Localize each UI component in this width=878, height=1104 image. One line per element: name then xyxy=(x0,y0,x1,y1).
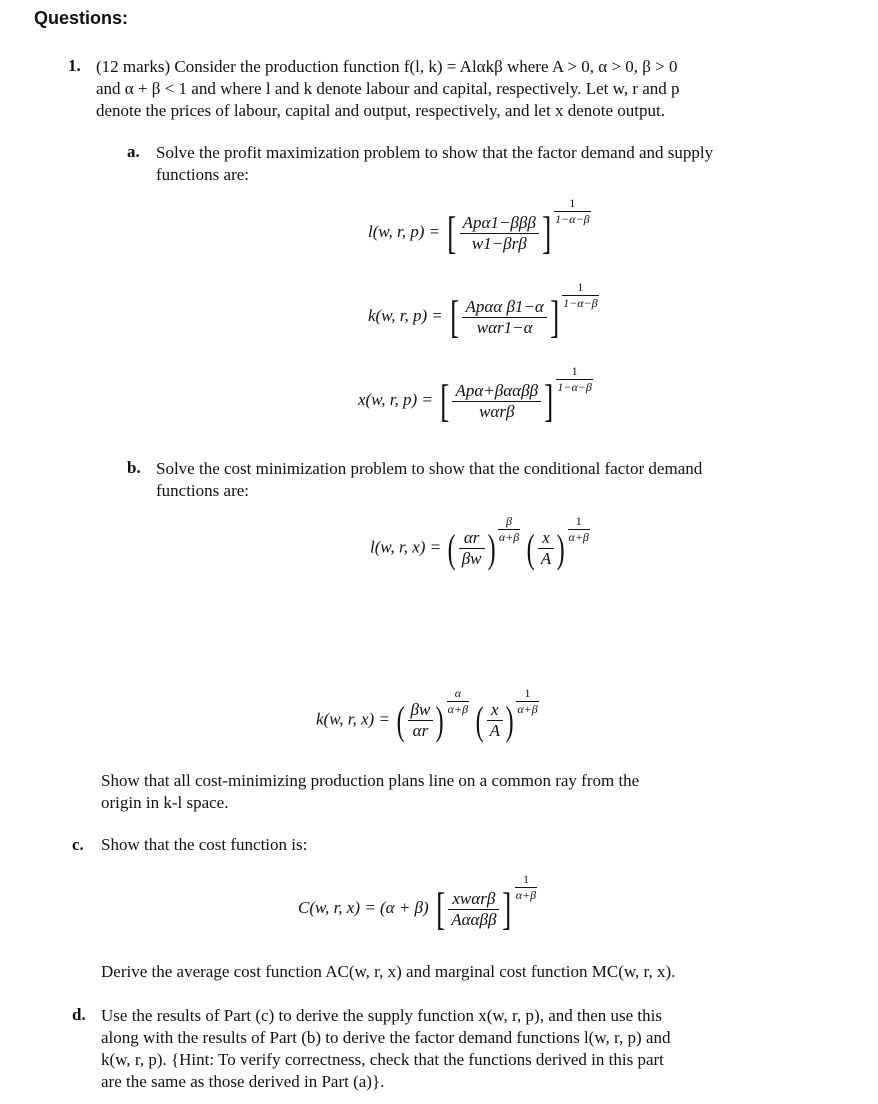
equation-fraction xyxy=(448,889,499,930)
equation-fraction xyxy=(460,213,539,254)
left-paren: ( xyxy=(448,525,457,571)
part-c-label: c. xyxy=(72,835,84,854)
numerator: Apαα β1−α xyxy=(465,296,544,316)
output-fraction xyxy=(487,700,503,741)
denominator: wαr1−α xyxy=(462,317,546,338)
ratio-fraction xyxy=(408,700,434,741)
denominator: A xyxy=(487,720,503,741)
exponent-numerator: 1 xyxy=(556,364,592,380)
equation-lhs: k(w, r, p) = xyxy=(368,305,443,325)
left-bracket: [ xyxy=(447,207,457,258)
exponent-numerator: 1 xyxy=(515,872,537,888)
part-b-line-1: Solve the cost minimization problem to show that the conditional factor demand xyxy=(156,459,703,478)
numerator: x xyxy=(491,700,499,719)
denominator: βw xyxy=(459,548,485,569)
right-paren: ) xyxy=(436,697,445,743)
part-d-line-1: Use the results of Part (c) to derive the supply function x(w, r, p), and then use this xyxy=(101,1006,662,1025)
intro-line-3: denote the prices of labour, capital and output, respectively, and let x denote output. xyxy=(96,101,665,120)
equation-lhs: C(w, r, x) = (α + β) xyxy=(298,897,429,917)
question-number: 1. xyxy=(68,56,81,75)
part-a-line-1: Solve the profit maximization problem to show that the factor demand and supply xyxy=(156,143,714,162)
left-paren: ( xyxy=(527,525,536,571)
denominator: A xyxy=(538,548,554,569)
right-bracket: ] xyxy=(502,883,512,934)
equation-fraction xyxy=(452,381,541,422)
left-bracket: [ xyxy=(450,291,460,342)
numerator: xwαrβ xyxy=(452,888,496,908)
exponent xyxy=(568,514,590,545)
equation-l-wrx xyxy=(370,514,590,571)
exponent-denominator: α+β xyxy=(515,888,537,902)
equation-fraction xyxy=(462,297,546,338)
exponent xyxy=(554,196,590,227)
right-bracket: ] xyxy=(541,207,552,258)
equation-lhs: l(w, r, p) = xyxy=(368,221,441,241)
part-d-label: d. xyxy=(72,1005,86,1024)
equation-lhs: x(w, r, p) = xyxy=(358,389,433,409)
numerator: x xyxy=(542,528,550,547)
equation-k-wrx xyxy=(316,686,539,743)
output-fraction xyxy=(538,528,554,569)
part-b-text xyxy=(156,458,702,502)
equation-x-wrp xyxy=(358,364,593,426)
right-paren: ) xyxy=(556,525,565,571)
left-bracket: [ xyxy=(440,375,450,426)
exponent-numerator: α xyxy=(447,686,469,702)
exponent-numerator: 1 xyxy=(516,686,538,702)
part-d-line-4: are the same as those derived in Part (a)}. xyxy=(101,1072,385,1091)
exponent-denominator: 1−α−β xyxy=(563,296,598,310)
exponent-numerator: 1 xyxy=(554,196,590,212)
part-d-line-3: k(w, r, p). {Hint: To verify correctness, check that the functions derived in this part xyxy=(101,1050,664,1069)
exponent xyxy=(447,686,469,717)
page-heading: Questions: xyxy=(34,8,129,28)
right-paren: ) xyxy=(505,697,514,743)
part-c-derive: Derive the average cost function AC(w, r, x) and marginal cost function MC(w, r, x). xyxy=(101,962,676,981)
intro-line-1: (12 marks) Consider the production function f(l, k) = Alαkβ where A > 0, α > 0, β > 0 xyxy=(96,57,678,76)
part-d-line-2: along with the results of Part (b) to derive the factor demand functions l(w, r, p) and xyxy=(101,1028,671,1047)
equation-k-wrp xyxy=(368,280,599,342)
left-paren: ( xyxy=(475,697,484,743)
exponent-numerator: β xyxy=(498,514,520,530)
left-paren: ( xyxy=(396,697,405,743)
exponent xyxy=(515,872,537,903)
part-b-line-2: functions are: xyxy=(156,481,249,500)
denominator: wαrβ xyxy=(452,401,541,422)
ray-statement xyxy=(101,770,639,814)
equation-l-wrp xyxy=(368,196,591,258)
numerator: αr xyxy=(463,528,480,547)
exponent-denominator: 1−α−β xyxy=(557,380,592,394)
numerator: Apα+βααββ xyxy=(455,380,539,400)
denominator: w1−βrβ xyxy=(460,233,539,254)
equation-lhs: l(w, r, x) = xyxy=(370,537,442,557)
right-paren: ) xyxy=(487,525,496,571)
denominator: Aααββ xyxy=(448,909,499,930)
exponent xyxy=(516,686,538,717)
question-1-intro xyxy=(96,56,680,122)
numerator: Apα1−βββ xyxy=(462,212,536,232)
part-a-label: a. xyxy=(127,142,140,161)
ray-line-1: Show that all cost-minimizing production plans line on a common ray from the xyxy=(101,771,640,790)
exponent-denominator: α+β xyxy=(568,530,589,544)
exponent-numerator: 1 xyxy=(562,280,598,296)
part-a-text xyxy=(156,142,713,186)
part-c-line-1: Show that the cost function is: xyxy=(101,835,308,854)
numerator: βw xyxy=(410,700,431,719)
intro-line-2: and α + β < 1 and where l and k denote labour and capital, respectively. Let w, r and p xyxy=(96,79,680,98)
denominator: αr xyxy=(408,720,434,741)
right-bracket: ] xyxy=(544,375,554,426)
ratio-fraction xyxy=(459,528,485,569)
exponent-denominator: 1−α−β xyxy=(555,212,590,226)
equation-cost-function xyxy=(298,872,537,934)
part-b-label: b. xyxy=(127,458,141,477)
exponent xyxy=(498,514,520,545)
part-a-line-2: functions are: xyxy=(156,165,249,184)
left-bracket: [ xyxy=(435,883,446,934)
ray-line-2: origin in k-l space. xyxy=(101,793,229,812)
exponent xyxy=(556,364,592,395)
exponent-numerator: 1 xyxy=(568,514,590,530)
exponent xyxy=(562,280,598,311)
part-d-text xyxy=(101,1005,670,1093)
exponent-denominator: α+β xyxy=(498,530,520,544)
equation-lhs: k(w, r, x) = xyxy=(316,709,390,729)
right-bracket: ] xyxy=(549,291,560,342)
exponent-denominator: α+β xyxy=(447,702,469,716)
exponent-denominator: α+β xyxy=(517,702,538,716)
